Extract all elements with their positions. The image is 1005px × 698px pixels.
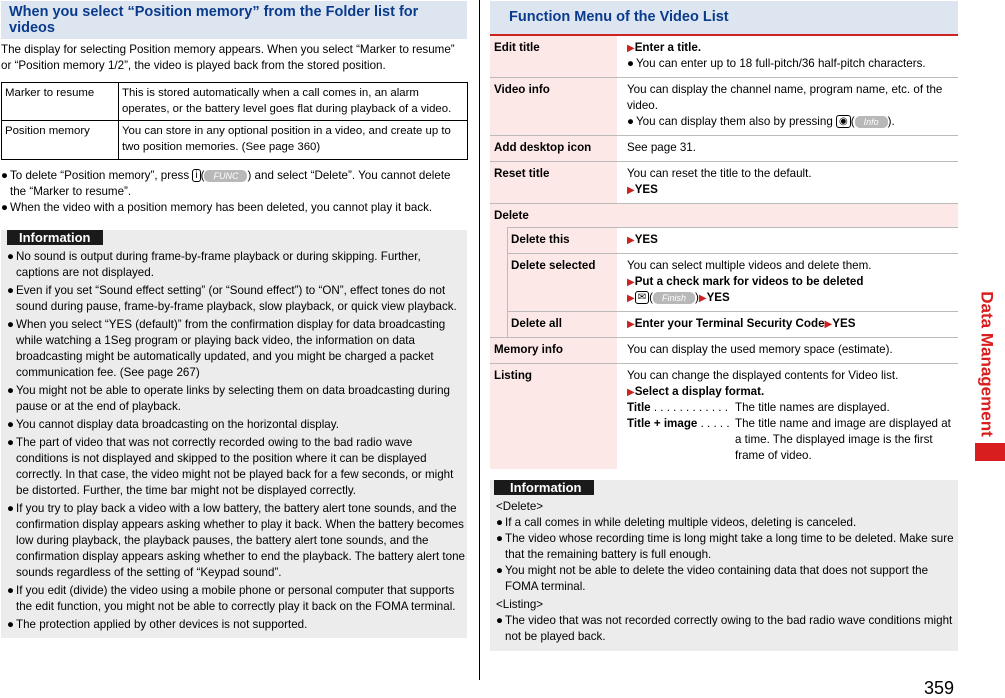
table-key: Add desktop icon — [490, 136, 617, 161]
bullet-icon: ● — [1, 168, 9, 182]
side-label: Data Management — [977, 291, 997, 437]
list-item: ● If you edit (divide) the video using a mobile phone or personal computer that supports the edit function, you might not be able to correctly play it back on the FOMA terminal. — [7, 583, 456, 613]
list-item: ● Even if you set “Sound effect setting” (or “Sound effect”) to “ON”, effect tones do not sound during pause, frame-by-frame playback, slow playback, or quick view playback. — [7, 283, 457, 313]
list-item: ● If a call comes in while deleting multiple videos, deleting is canceled. — [496, 515, 857, 529]
left-column — [1, 1, 467, 638]
deleted-video-note: ● When the video with a position memory has been deleted, you cannot play it back. — [1, 200, 433, 214]
bullet-icon: ● — [496, 515, 504, 529]
information-label: Information — [7, 230, 103, 245]
bullet-icon: ● — [7, 501, 15, 515]
table-value: You can display the used memory space (estimate). — [627, 342, 893, 356]
table-value: You can reset the title to the default. ▶YES — [627, 166, 812, 196]
arrow-icon: ▶ — [627, 184, 635, 196]
table-key: Reset title — [490, 162, 617, 203]
information-label: Information — [494, 480, 594, 495]
table-row — [490, 136, 958, 162]
arrow-icon: ▶ — [824, 318, 833, 330]
table-row — [507, 254, 958, 312]
table-key: Delete — [490, 204, 958, 227]
arrow-icon: ▶ — [627, 292, 635, 304]
finish-softkey-icon: Finish — [653, 292, 695, 304]
table-row — [490, 36, 958, 78]
right-column — [490, 1, 958, 651]
bullet-icon: ● — [627, 114, 635, 128]
table-value: You can change the displayed contents for Video list. ▶Select a display format. Title . . . . . . . . . . . . The title names are displayed. Title + image . . . . . The title name and image are displayed at a time. The displayed image is the first frame of video. — [627, 368, 951, 462]
arrow-icon: ▶ — [627, 276, 635, 288]
mail-key-icon: ✉ — [635, 291, 649, 304]
table-key: Edit title — [490, 36, 617, 77]
bullet-icon: ● — [7, 249, 15, 263]
info-softkey-icon: Info — [855, 116, 888, 128]
table-row — [2, 82, 468, 120]
table-value: ▶YES — [627, 232, 658, 246]
arrow-icon: ▶ — [627, 386, 635, 398]
table-key: Marker to resume — [2, 82, 119, 120]
table-value: This is stored automatically when a call comes in, an alarm operates, or the battery level goes flat during playback of a video. — [119, 82, 468, 120]
camera-key-icon: ◉ — [836, 115, 851, 128]
bullet-icon: ● — [7, 583, 15, 597]
bullet-icon: ● — [496, 563, 504, 577]
table-key: Video info — [490, 78, 617, 135]
delete-info-heading: <Delete> — [496, 499, 544, 513]
bullet-icon: ● — [7, 383, 15, 397]
list-item: ● You cannot display data broadcasting on the horizontal display. — [7, 417, 339, 431]
table-value: You can store in any optional position in a video, and create up to two position memories. (See page 360) — [119, 121, 468, 159]
position-memory-table — [1, 82, 468, 160]
delete-info-list — [494, 515, 954, 595]
table-row — [490, 162, 958, 204]
i-mode-key-icon: i — [192, 169, 200, 182]
listing-info-list — [494, 613, 954, 645]
table-key: Listing — [490, 364, 617, 469]
delete-position-note: ● To delete “Position memory”, press i ( FUNC ) and select “Delete”. You cannot delete the “Marker to resume”. — [1, 168, 451, 198]
function-menu-table — [490, 36, 958, 469]
table-row — [490, 364, 958, 469]
table-value: You can display the channel name, program name, etc. of the video. ● You can display them also by pressing ◉ ( Info ). — [627, 82, 943, 128]
list-item: ● The video that was not recorded correctly owing to the bad radio wave conditions might not be played back. — [496, 613, 953, 643]
table-key: Delete this — [507, 228, 617, 253]
table-key: Delete all — [507, 312, 617, 337]
table-value: See page 31. — [627, 140, 696, 154]
table-key: Memory info — [490, 338, 617, 363]
delete-subtable — [490, 227, 958, 338]
position-memory-intro: The display for selecting Position memory appears. When you select “Marker to resume” or “Position memory 1/2”, the video is played back from the stored position. — [1, 43, 455, 72]
bullet-icon: ● — [7, 317, 15, 331]
table-row — [507, 312, 958, 337]
table-value: ▶Enter your Terminal Security Code▶YES — [627, 316, 856, 330]
list-item: ● You might not be able to operate links by selecting them on data broadcasting during pause or at the end of playback. — [7, 383, 450, 413]
column-divider — [479, 0, 480, 680]
table-row — [507, 227, 958, 254]
bullet-icon: ● — [7, 417, 15, 431]
table-row — [490, 338, 958, 364]
table-value: ▶Enter a title. ● You can enter up to 18 full-pitch/36 half-pitch characters. — [627, 41, 926, 70]
table-row — [2, 121, 468, 159]
list-item: ● The part of video that was not correctly recorded owing to the bad radio wave conditions is not displayed and skipped to the position where it can be displayed correctly. In that case, the video might not be played back for a few seconds, or might be distorted. Further, the time bar might not be displayed correctly. — [7, 435, 454, 497]
side-tab-marker — [975, 443, 1005, 461]
func-softkey-icon: FUNC — [204, 170, 247, 182]
table-row — [490, 78, 958, 136]
information-list — [7, 249, 465, 633]
arrow-icon: ▶ — [698, 292, 707, 304]
bullet-icon: ● — [1, 200, 9, 214]
information-box-left — [1, 230, 467, 639]
list-item: ● If you try to play back a video with a low battery, the battery alert tone sounds, and the confirmation display appears asking whether to play it back. When the battery becomes low during playback, the playback pauses, the battery alert tone sounds, and the confirmation display appears asking whether to end the playback. The battery alert tone sounds regardless of the setting of “Keypad sound”. — [7, 501, 465, 579]
list-item: ● No sound is output during frame-by-frame playback or during skipping. Further, captions are not displayed. — [7, 249, 421, 279]
list-item: ● The video whose recording time is long might take a long time to be deleted. Make sure that the remaining battery is full enough. — [496, 531, 954, 561]
function-menu-title: Function Menu of the Video List — [490, 1, 958, 36]
list-item: ● You might not be able to delete the video containing data that does not support the FOMA terminal. — [496, 563, 929, 593]
arrow-icon: ▶ — [627, 318, 635, 330]
bullet-icon: ● — [496, 613, 504, 627]
arrow-icon: ▶ — [627, 43, 635, 54]
table-key: Delete selected — [507, 254, 617, 311]
list-item: ● When you select “YES (default)” from the confirmation display for data broadcasting while watching a 1Seg program or playing back video, the information on data broadcasting might be automatically updated, and you might be charged a packet communication fee. (See page 267) — [7, 317, 446, 379]
table-key: Position memory — [2, 121, 119, 159]
table-row — [490, 204, 958, 227]
arrow-icon: ▶ — [627, 234, 635, 246]
information-box-right — [490, 480, 958, 651]
bullet-icon: ● — [627, 56, 635, 70]
list-item: ● The protection applied by other devices is not supported. — [7, 617, 308, 631]
bullet-icon: ● — [7, 435, 15, 449]
bullet-icon: ● — [496, 531, 504, 545]
bullet-icon: ● — [7, 617, 15, 631]
table-value: You can select multiple videos and delete them. ▶Put a check mark for videos to be deleted ▶ ✉ ( Finish )▶YES — [627, 258, 872, 304]
bullet-icon: ● — [7, 283, 15, 297]
page-number: 359 — [924, 678, 955, 698]
position-memory-title: When you select “Position memory” from the Folder list for videos — [1, 1, 467, 39]
listing-info-heading: <Listing> — [496, 597, 544, 611]
